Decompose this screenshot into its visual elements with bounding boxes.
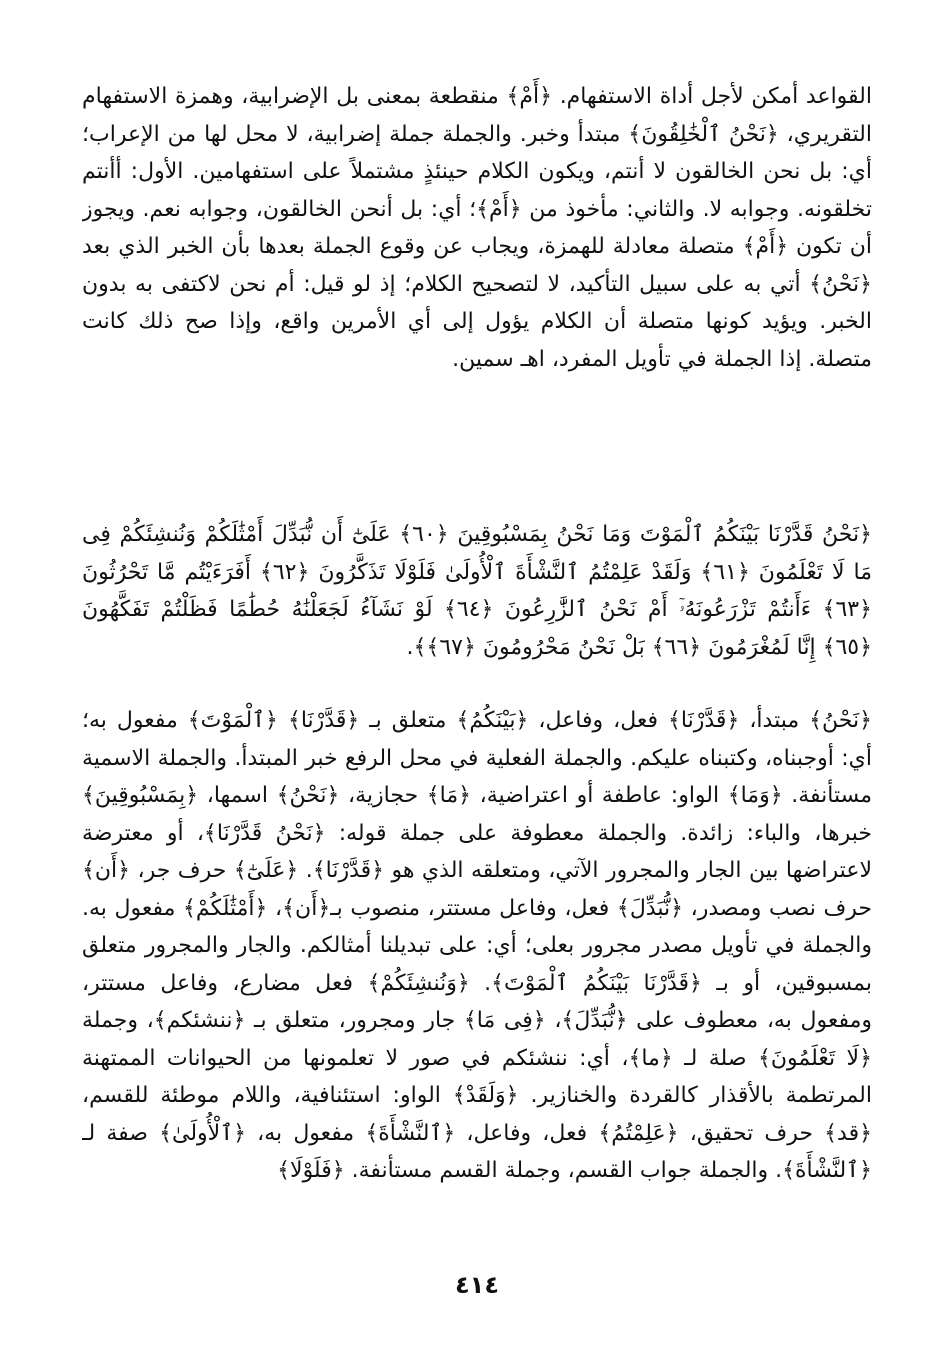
grammar-analysis-paragraph: ﴿نَحْنُ﴾ مبتدأ، ﴿قَدَّرْنَا﴾ فعل، وفاعل، ﴿بَيْنَكُمُ﴾ متعلق بـ ﴿قَدَّرْنَا﴾ ﴿ٱلْمَوْتَ﴾ مفعول به؛ أي: أوجبناه، وكتبناه عليكم. والجملة الفعلية في محل الرفع خبر المبتدأ. والجملة الاسمية مستأنفة. ﴿وَمَا﴾ الواو: عاطفة أو اعتراضية، ﴿مَا﴾ حجازية، ﴿نَحْنُ﴾ اسمها، ﴿بِمَسْبُوقِينَ﴾ خبرها، والباء: زائدة. والجملة معطوفة على جملة قوله: ﴿نَحْنُ قَدَّرْنَا﴾، أو معترضة لاعتراضها بين الجار والمجرور الآتي، ومتعلقه الذي هو ﴿قَدَّرْنَا﴾. ﴿عَلَىٰٓ﴾ حرف جر، ﴿أَن﴾ حرف نصب ومصدر، ﴿نُّبَدِّلَ﴾ فعل، وفاعل مستتر، منصوب بـ﴿أَن﴾، ﴿أَمْثَٰلَكُمْ﴾ مفعول به. والجملة في تأويل مصدر مجرور بعلى؛ أي: على تبديلنا أمثالكم. والجار والمجرور متعلق بمسبوقين، أو بـ ﴿قَدَّرْنَا بَيْنَكُمُ ٱلْمَوْتَ﴾. ﴿وَنُنشِئَكُمْ﴾ فعل مضارع، وفاعل مستتر، ومفعول به، معطوف على ﴿نُّبَدِّلَ﴾، ﴿فِى مَا﴾ جار ومجرور، متعلق بـ ﴿ننشئكم﴾، وجملة ﴿لَا تَعْلَمُونَ﴾ صلة لـ ﴿ما﴾، أي: ننشئكم في صور لا تعلمونها من الحيوانات الممتهنة المرتطمة بالأقذار كالقردة والخنازير. ﴿وَلَقَدْ﴾ الواو: استئنافية، واللام موطئة للقسم، ﴿قد﴾ حرف تحقيق، ﴿عَلِمْتُمُ﴾ فعل، وفاعل، ﴿ٱلنَّشْأَةَ﴾ مفعول به، ﴿ٱلْأُولَىٰ﴾ صفة لـ ﴿ٱلنَّشْأَةَ﴾. والجملة جواب القسم، وجملة القسم مستأنفة. ﴿فَلَوْلَا﴾ [82,708,872,1183]
page-number: ٤١٤ [455,1271,499,1299]
intro-paragraph: القواعد أمكن لأجل أداة الاستفهام. ﴿أَمْ﴾ منقطعة بمعنى بل الإضرابية، وهمزة الاستفهام التقريري، ﴿نَحْنُ ٱلْخَٰلِقُونَ﴾ مبتدأ وخبر. والجملة جملة إضرابية، لا محل لها من الإعراب؛ أي: بل نحن الخالقون لا أنتم، ويكون الكلام حينئذٍ مشتملاً على استفهامين. الأول: أأنتم تخلقونه. وجوابه لا. والثاني: مأخوذ من ﴿أَمْ﴾؛ أي: بل أنحن الخالقون، وجوابه نعم. ويجوز أن تكون ﴿أَمْ﴾ متصلة معادلة للهمزة، ويجاب عن وقوع الجملة بعدها بأن الخبر الذي بعد ﴿نَحْنُ﴾ أتي به على سبيل التأكيد، لا لتصحيح الكلام؛ إذ لو قيل: أم نحن لاكتفى به بدون الخبر. ويؤيد كونها متصلة أن الكلام يؤول إلى أي الأمرين واقع، وإذا صح ذلك كانت متصلة. إذا الجملة في تأويل المفرد، اهـ سمين. [82,84,872,372]
quran-verses-block: ﴿نَحْنُ قَدَّرْنَا بَيْنَكُمُ ٱلْمَوْتَ وَمَا نَحْنُ بِمَسْبُوقِينَ ﴿٦٠﴾ عَلَىٰٓ أَن نُّبَدِّلَ أَمْثَٰلَكُمْ وَنُنشِئَكُمْ فِى مَا لَا تَعْلَمُونَ ﴿٦١﴾ وَلَقَدْ عَلِمْتُمُ ٱلنَّشْأَةَ ٱلْأُولَىٰ فَلَوْلَا تَذَكَّرُونَ ﴿٦٢﴾ أَفَرَءَيْتُم مَّا تَحْرُثُونَ ﴿٦٣﴾ ءَأَنتُمْ تَزْرَعُونَهُۥٓ أَمْ نَحْنُ ٱلزَّٰرِعُونَ ﴿٦٤﴾ لَوْ نَشَآءُ لَجَعَلْنَٰهُ حُطَٰمًا فَظَلْتُمْ تَفَكَّهُونَ ﴿٦٥﴾ إِنَّا لَمُغْرَمُونَ ﴿٦٦﴾ بَلْ نَحْنُ مَحْرُومُونَ ﴿٦٧﴾﴾. [82,522,872,660]
document-page [82,78,872,1358]
